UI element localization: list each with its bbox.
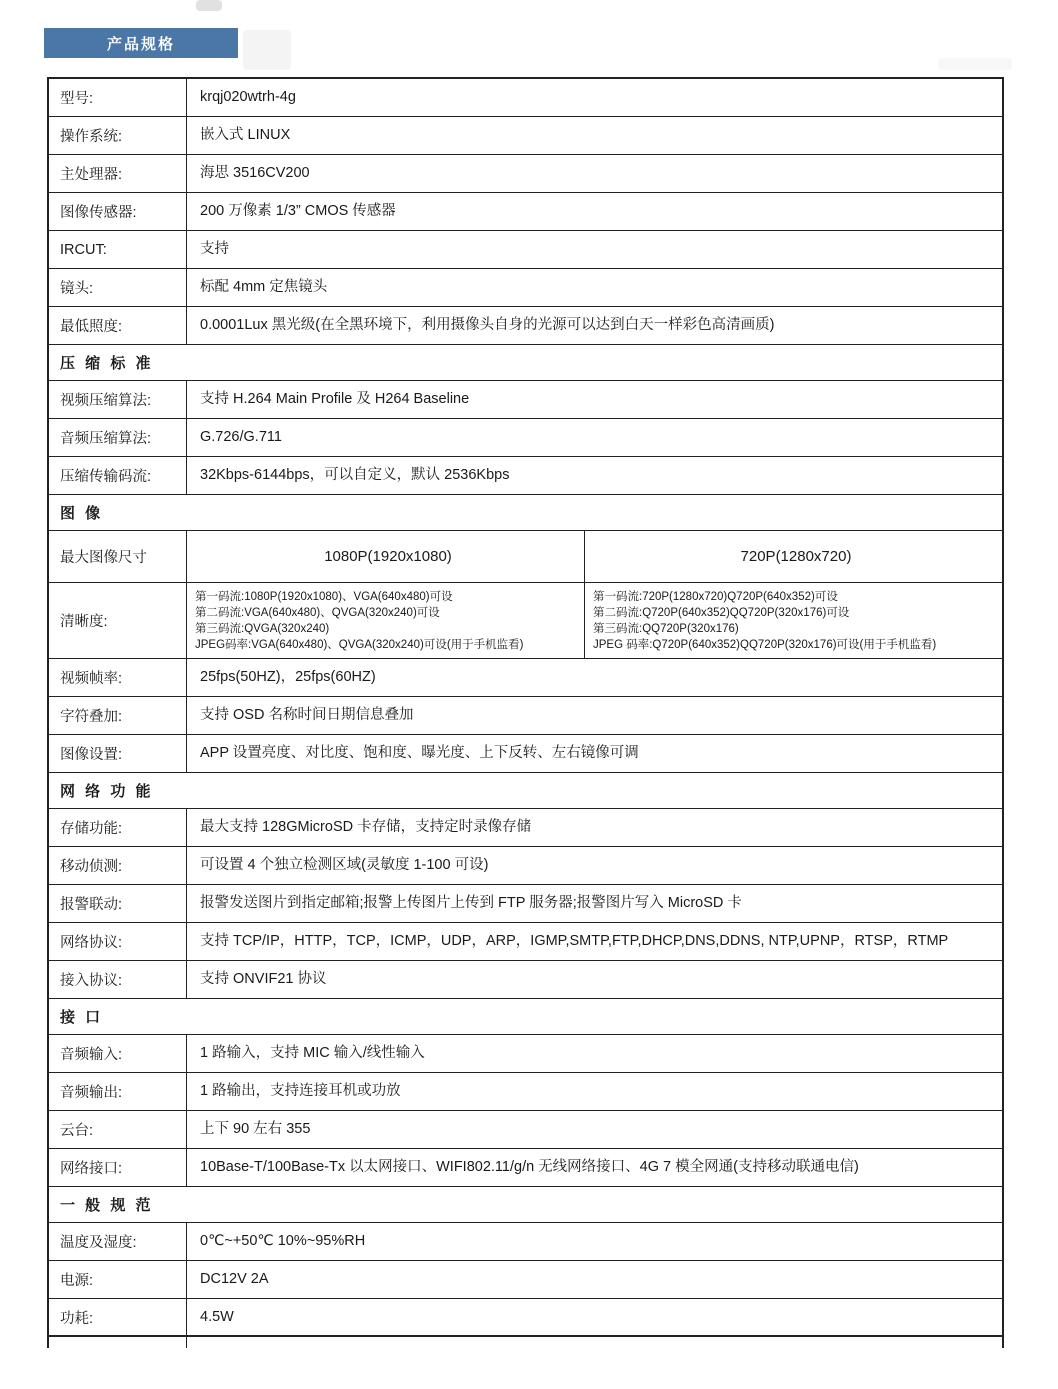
row-label: 云台: <box>49 1111 187 1148</box>
stream-line: 第一码流:1080P(1920x1080)、VGA(640x480)可设 <box>195 590 453 603</box>
row-value: 报警发送图片到指定邮箱;报警上传图片上传到 FTP 服务器;报警图片写入 MicroSD 卡 <box>200 895 742 911</box>
row-label: 移动侦测: <box>49 847 187 884</box>
spec-table <box>47 77 1004 1348</box>
row-value: 支持 TCP/IP，HTTP，TCP，ICMP，UDP，ARP，IGMP,SMTP,FTP,DHCP,DNS,DDNS, NTP,UPNP，RTSP，RTMP <box>200 933 949 949</box>
table-row <box>49 269 1002 307</box>
section-header-row <box>49 999 1002 1035</box>
row-label: 音频输出: <box>49 1073 187 1110</box>
table-row <box>49 1073 1002 1111</box>
row-label: 图像传感器: <box>49 193 187 230</box>
table-row <box>49 961 1002 999</box>
row-label: 报警联动: <box>49 885 187 922</box>
row-label: 音频压缩算法: <box>49 419 187 456</box>
row-value: 标配 4mm 定焦镜头 <box>200 279 328 295</box>
stream-line: 第一码流:720P(1280x720)Q720P(640x352)可设 <box>593 590 838 603</box>
table-row <box>49 457 1002 495</box>
row-value-720p: 720P(1280x720) <box>740 548 852 565</box>
row-value: G.726/G.711 <box>200 429 282 445</box>
row-value: 支持 <box>200 241 229 257</box>
table-row-two-col <box>49 531 1002 583</box>
row-value: krqj020wtrh-4g <box>200 89 296 105</box>
row-value-1080p: 1080P(1920x1080) <box>187 531 585 582</box>
table-row-two-col-multiline <box>49 583 1002 659</box>
table-row-partial <box>49 1337 1002 1348</box>
scan-artifact <box>196 0 222 11</box>
row-label: 网络接口: <box>49 1149 187 1186</box>
row-label-partial <box>49 1337 187 1348</box>
row-value: 支持 OSD 名称时间日期信息叠加 <box>200 707 414 723</box>
row-label: 主处理器: <box>49 155 187 192</box>
table-row <box>49 381 1002 419</box>
row-value: 32Kbps-6144bps，可以自定义，默认 2536Kbps <box>200 467 510 483</box>
table-row <box>49 1111 1002 1149</box>
row-value: 嵌入式 LINUX <box>200 127 291 143</box>
table-row <box>49 735 1002 773</box>
row-value: DC12V 2A <box>200 1271 269 1287</box>
row-value: 上下 90 左右 355 <box>200 1121 311 1137</box>
row-value: 海思 3516CV200 <box>200 165 310 181</box>
section-header-row <box>49 345 1002 381</box>
row-label: 图像设置: <box>49 735 187 772</box>
section-title-badge <box>44 28 238 58</box>
section-header-label: 图 像 <box>60 505 104 522</box>
scan-artifact <box>938 58 1012 70</box>
row-label: 型号: <box>49 79 187 116</box>
stream-line: 第三码流:QVGA(320x240) <box>195 622 330 635</box>
row-label: 电源: <box>49 1261 187 1298</box>
stream-line: JPEG码率:VGA(640x480)、QVGA(320x240)可设(用于手机监看) <box>195 638 524 651</box>
row-label: 音频输入: <box>49 1035 187 1072</box>
row-label: 功耗: <box>49 1299 187 1335</box>
row-label: 最大图像尺寸 <box>49 531 187 582</box>
table-row <box>49 697 1002 735</box>
table-row <box>49 307 1002 345</box>
row-value: 0.0001Lux 黑光级(在全黑环境下，利用摄像头自身的光源可以达到白天一样彩色高清画质) <box>200 317 775 333</box>
table-row <box>49 419 1002 457</box>
table-row <box>49 1149 1002 1187</box>
section-header-row <box>49 495 1002 531</box>
section-header-label: 一 般 规 范 <box>60 1197 154 1214</box>
row-label: 最低照度: <box>49 307 187 344</box>
row-value: APP 设置亮度、对比度、饱和度、曝光度、上下反转、左右镜像可调 <box>200 745 639 761</box>
row-label: 压缩传输码流: <box>49 457 187 494</box>
row-value: 200 万像素 1/3” CMOS 传感器 <box>200 203 396 219</box>
row-label: 镜头: <box>49 269 187 306</box>
table-row <box>49 193 1002 231</box>
row-value: 1 路输入，支持 MIC 输入/线性输入 <box>200 1045 425 1061</box>
table-row <box>49 231 1002 269</box>
row-label: 清晰度: <box>49 583 187 658</box>
table-row <box>49 79 1002 117</box>
row-label: IRCUT: <box>49 231 187 268</box>
row-label: 存储功能: <box>49 809 187 846</box>
table-row <box>49 809 1002 847</box>
table-row <box>49 1223 1002 1261</box>
section-header-label: 接 口 <box>60 1009 104 1026</box>
row-value: 0℃~+50℃ 10%~95%RH <box>200 1233 366 1249</box>
row-label: 网络协议: <box>49 923 187 960</box>
row-label: 视频帧率: <box>49 659 187 696</box>
table-row <box>49 659 1002 697</box>
row-value-streams-1080p <box>187 583 585 658</box>
table-row <box>49 117 1002 155</box>
section-header-label: 网 络 功 能 <box>60 783 154 800</box>
stream-line: 第二码流:Q720P(640x352)QQ720P(320x176)可设 <box>593 606 850 619</box>
section-header-row <box>49 773 1002 809</box>
table-row <box>49 885 1002 923</box>
row-value: 10Base-T/100Base-Tx 以太网接口、WIFI802.11/g/n 无线网络接口、4G 7 模全网通(支持移动联通电信) <box>200 1159 859 1175</box>
table-row <box>49 1261 1002 1299</box>
row-value: 4.5W <box>200 1308 234 1325</box>
row-value-streams-720p <box>585 583 1002 658</box>
row-value: 支持 H.264 Main Profile 及 H264 Baseline <box>200 391 470 407</box>
table-row <box>49 923 1002 961</box>
row-value: 最大支持 128GMicroSD 卡存储，支持定时录像存储 <box>200 819 532 835</box>
row-label: 接入协议: <box>49 961 187 998</box>
section-title-text: 产品规格 <box>106 35 175 53</box>
row-value: 支持 ONVIF21 协议 <box>200 971 327 987</box>
section-header-label: 压 缩 标 准 <box>60 355 154 372</box>
row-value: 25fps(50HZ)，25fps(60HZ) <box>200 669 376 685</box>
row-value-partial <box>187 1337 1002 1348</box>
table-row <box>49 847 1002 885</box>
table-row <box>49 1035 1002 1073</box>
row-value: 1 路输出，支持连接耳机或功放 <box>200 1083 401 1099</box>
stream-line: 第二码流:VGA(640x480)、QVGA(320x240)可设 <box>195 606 440 619</box>
section-header-row <box>49 1187 1002 1223</box>
stream-line: 第三码流:QQ720P(320x176) <box>593 622 739 635</box>
table-row <box>49 1299 1002 1337</box>
row-value: 可设置 4 个独立检测区域(灵敏度 1-100 可设) <box>200 857 489 873</box>
row-label: 操作系统: <box>49 117 187 154</box>
row-label: 温度及湿度: <box>49 1223 187 1260</box>
scan-artifact <box>243 30 291 70</box>
table-row <box>49 155 1002 193</box>
row-label: 字符叠加: <box>49 697 187 734</box>
row-label: 视频压缩算法: <box>49 381 187 418</box>
stream-line: JPEG 码率:Q720P(640x352)QQ720P(320x176)可设(用于手机监看) <box>593 638 937 651</box>
